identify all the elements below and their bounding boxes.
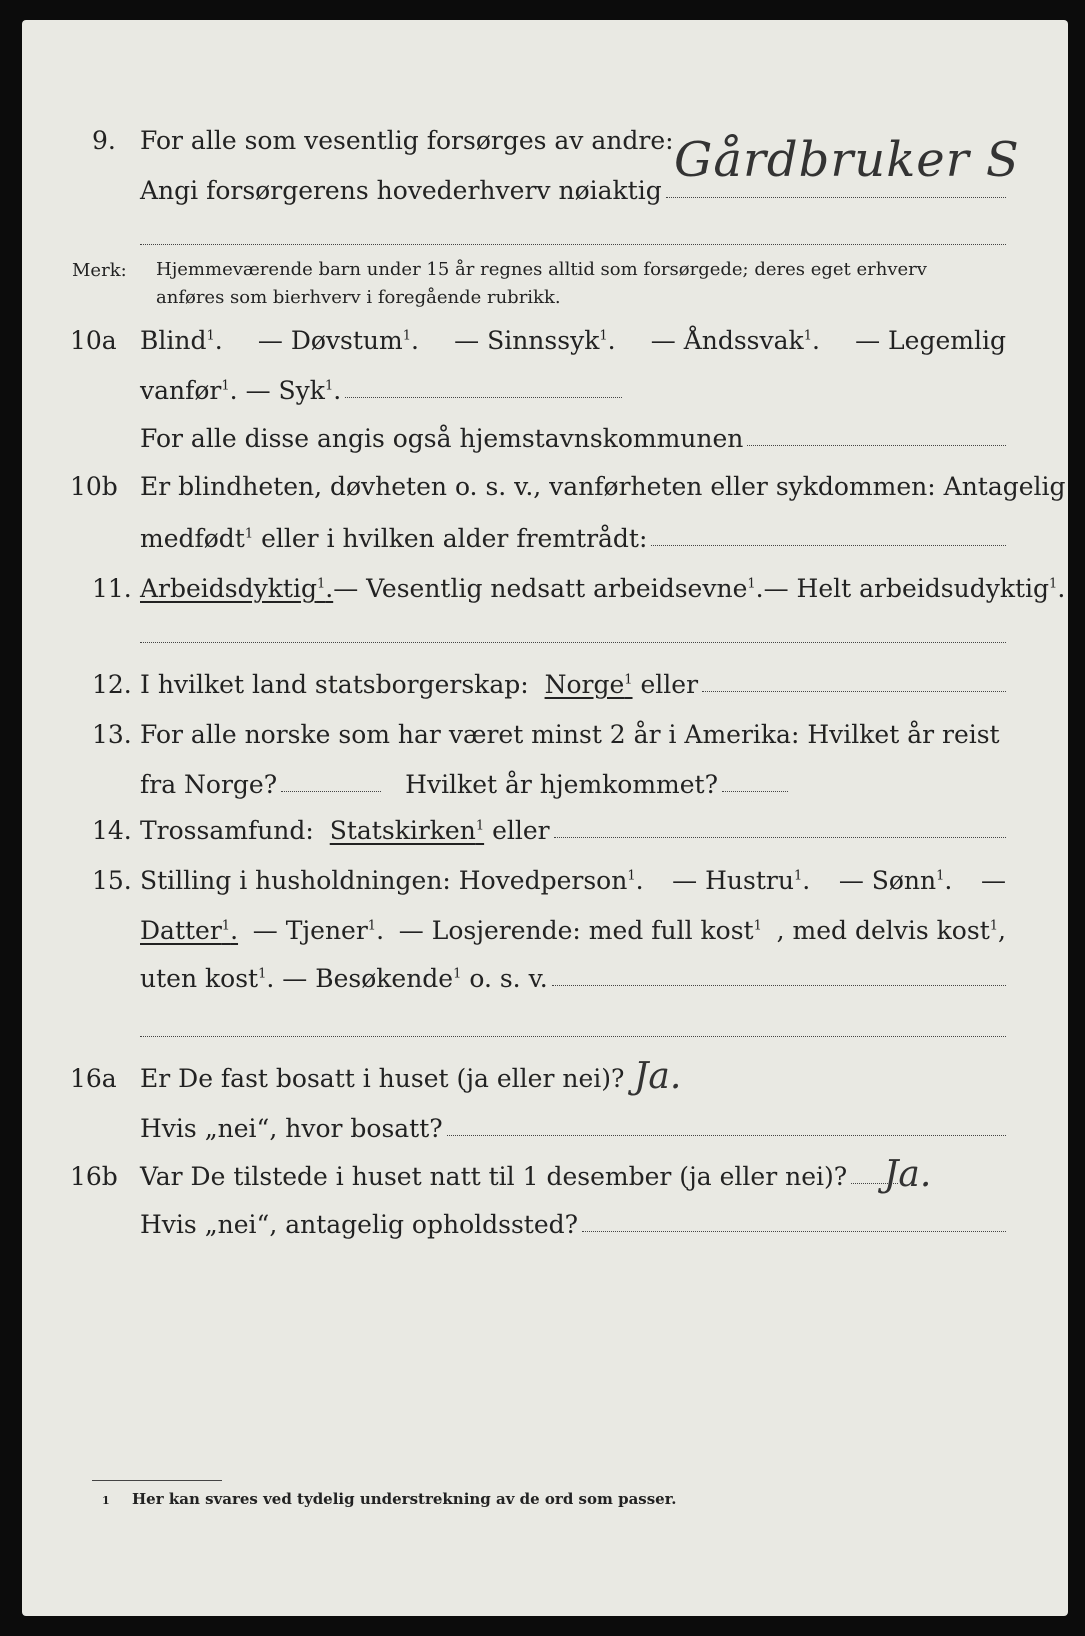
opholdssted-label: Hvis „nei“, antagelig opholdssted? (140, 1210, 579, 1239)
question-10a-row-2 (22, 376, 1068, 416)
eller-label: eller (640, 670, 699, 699)
question-10a-row-3 (22, 424, 1068, 464)
answer-line[interactable] (140, 642, 1006, 643)
question-text (140, 720, 1006, 749)
question-text (140, 964, 1006, 993)
census-form-page (22, 20, 1068, 1616)
question-number: 12. (92, 670, 132, 699)
question-16b-row-2 (22, 1210, 1068, 1250)
option-uten-kost[interactable]: uten kost$^1$. (140, 964, 275, 993)
question-13-row-2 (22, 770, 1068, 810)
answer-line[interactable] (345, 396, 622, 398)
option-arbeidsdyktig[interactable]: Arbeidsdyktig$^1$. (140, 574, 334, 603)
question-10a-row-1 (22, 326, 1068, 366)
question-text (140, 424, 1006, 453)
answer-line[interactable] (702, 690, 1006, 692)
question-number: 14. (92, 816, 132, 845)
option-statskirken[interactable]: Statskirken$^1$ (329, 816, 485, 845)
question-10b-row-2 (22, 524, 1068, 564)
statsborgerskap-label: I hvilket land statsborgerskap: (140, 670, 529, 699)
question-text (140, 866, 1006, 895)
option-udyktig[interactable]: — Helt arbeidsudyktig$^1$. (763, 574, 1066, 603)
answer-line[interactable] (447, 1134, 1006, 1136)
question-13-row-1 (22, 720, 1068, 760)
option-hovedperson[interactable]: Stilling i husholdningen: Hovedperson$^1$. (140, 866, 644, 895)
question-15-row-3 (22, 964, 1068, 1004)
option-datter[interactable]: Datter$^1$. (140, 916, 239, 945)
question-number: 11. (92, 574, 132, 603)
option-tjener[interactable]: — Tjener$^1$. (252, 916, 385, 945)
hjemstavn-label: For alle disse angis også hjemstavnskommunen (140, 424, 744, 453)
question-text (140, 670, 1006, 699)
question-text (140, 376, 622, 405)
handwritten-answer-16b: Ja. (884, 1154, 932, 1195)
hjemkommet-label: Hvilket år hjemkommet? (405, 770, 719, 799)
option-hustru[interactable]: — Hustru$^1$. (672, 866, 811, 895)
merk-line-2: anføres som bierhverv i foregående rubrikk. (156, 287, 561, 308)
footnote-rule (92, 1480, 222, 1481)
option-medfodt[interactable]: medfødt$^1$ (140, 524, 254, 553)
question-15-row-1 (22, 866, 1068, 906)
option-sinnssyk[interactable]: — Sinnssyk$^1$. (454, 326, 616, 355)
footnote-mark: 1 (102, 1494, 110, 1507)
answer-line[interactable] (582, 1230, 1006, 1232)
option-nedsatt[interactable]: — Vesentlig nedsatt arbeidsevne$^1$. (333, 574, 764, 603)
question-text (140, 916, 1006, 945)
question-number: 16b (70, 1162, 118, 1191)
option-norge[interactable]: Norge$^1$ (544, 670, 633, 699)
option-andssvak[interactable]: — Åndssvak$^1$. (650, 326, 820, 355)
handwritten-answer-9: Gårdbruker S (674, 132, 1020, 188)
question-number: 13. (92, 720, 132, 749)
dash: — (981, 866, 1006, 895)
eller-label: eller (492, 816, 550, 845)
reist-answer-line[interactable] (281, 790, 381, 792)
question-13-text: For alle norske som har været minst 2 år i Amerika: Hvilket år reist (140, 720, 1000, 749)
option-sonn[interactable]: — Sønn$^1$. (838, 866, 953, 895)
question-text (140, 126, 674, 155)
question-number: 9. (92, 126, 116, 155)
question-text (140, 472, 1066, 501)
handwritten-answer-16a: Ja. (634, 1056, 682, 1097)
question-number: 10a (70, 326, 117, 355)
question-10b-row-1 (22, 472, 1068, 512)
question-text (140, 816, 1006, 845)
option-blind[interactable]: Blind$^1$. (140, 326, 223, 355)
question-14-row (22, 816, 1068, 856)
question-number: 16a (70, 1064, 117, 1093)
bosatt-label: Hvis „nei“, hvor bosatt? (140, 1114, 443, 1143)
question-text (140, 1114, 1006, 1143)
question-text (140, 574, 1066, 603)
footnote-text: Her kan svares ved tydelig understrekning av de ord som passer. (132, 1490, 677, 1508)
question-16a-row-2 (22, 1114, 1068, 1154)
question-text (140, 1162, 898, 1191)
option-syk[interactable]: — Syk$^1$. (245, 376, 342, 405)
option-legemlig[interactable]: — Legemlig (855, 326, 1006, 355)
question-16a-row-1 (22, 1064, 1068, 1104)
question-9-row-2 (22, 176, 1068, 216)
question-16b-text: Var De tilstede i huset natt til 1 desember (ja eller nei)? (140, 1162, 848, 1191)
answer-line[interactable] (747, 444, 1006, 446)
option-vanfor[interactable]: vanfør$^1$. (140, 376, 238, 405)
question-number: 10b (70, 472, 118, 501)
trossamfund-label: Trossamfund: (140, 816, 314, 845)
answer-line[interactable] (651, 544, 1006, 546)
hjemkommet-answer-line[interactable] (722, 790, 788, 792)
option-delvis-kost[interactable]: , med delvis kost$^1$, (776, 916, 1006, 945)
answer-line[interactable] (666, 196, 1006, 198)
question-number: 15. (92, 866, 132, 895)
question-text (140, 1064, 718, 1093)
question-9-text: For alle som vesentlig forsørges av andre: (140, 126, 674, 155)
question-text (140, 770, 788, 799)
osv-label: o. s. v. (469, 964, 548, 993)
question-11-row (22, 574, 1068, 614)
answer-line[interactable] (552, 984, 1006, 986)
merk-line-1: Hjemmeværende barn under 15 år regnes alltid som forsørgede; deres eget erhverv (156, 259, 927, 280)
answer-line[interactable] (140, 244, 1006, 245)
merk-note (156, 256, 1006, 312)
question-10b-text: Er blindheten, døvheten o. s. v., vanførheten eller sykdommen: Antagelig (140, 472, 1066, 501)
question-text (140, 1210, 1006, 1239)
answer-line[interactable] (140, 1036, 1006, 1037)
question-12-row (22, 670, 1068, 710)
question-16a-text: Er De fast bosatt i huset (ja eller nei)? (140, 1064, 625, 1093)
option-besokende[interactable]: — Besøkende$^1$ (282, 964, 462, 993)
reist-label: fra Norge? (140, 770, 278, 799)
alder-label: eller i hvilken alder fremtrådt: (261, 524, 648, 553)
question-9-subtext: Angi forsørgerens hovederhverv nøiaktig (140, 176, 662, 205)
option-full-kost[interactable]: — Losjerende: med full kost$^1$ (398, 916, 762, 945)
answer-line[interactable] (554, 836, 1006, 838)
merk-label: Merk: (72, 260, 127, 281)
question-text (140, 326, 1006, 355)
question-15-row-2 (22, 916, 1068, 956)
question-text (140, 524, 1006, 553)
question-text (140, 176, 1006, 205)
option-dovstum[interactable]: — Døvstum$^1$. (257, 326, 419, 355)
